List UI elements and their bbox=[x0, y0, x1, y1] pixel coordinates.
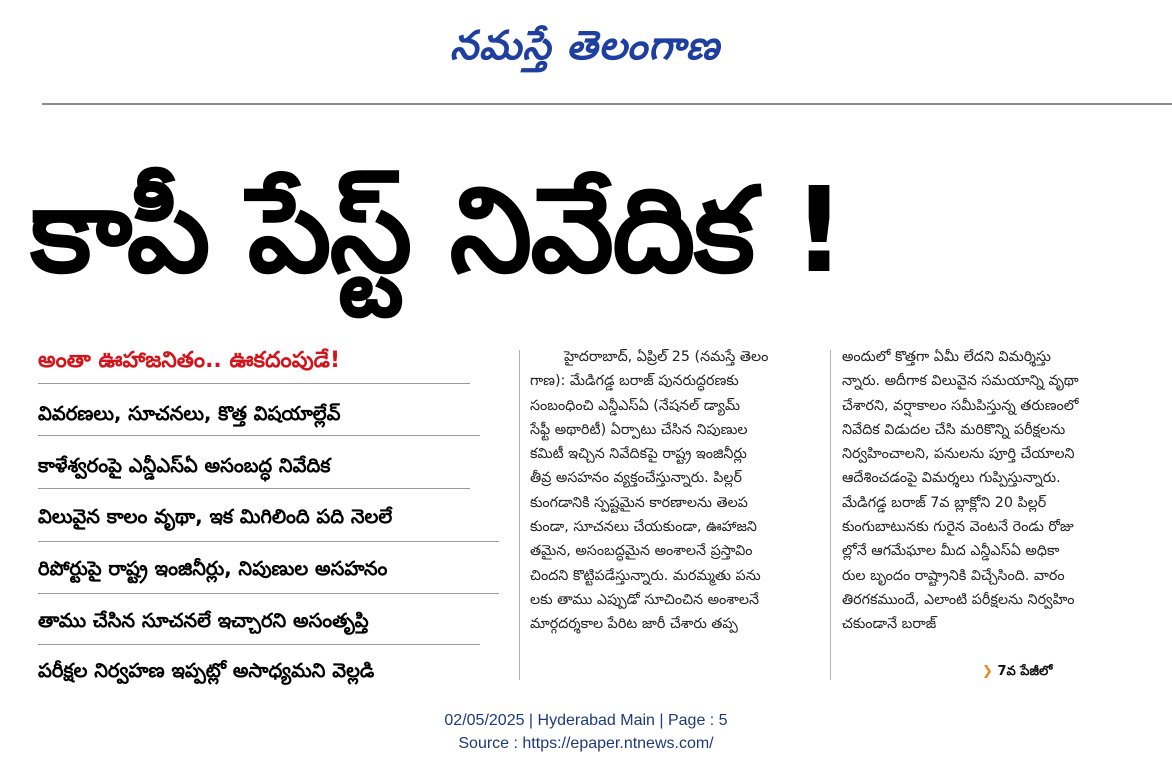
bullet-point: విలువైన కాలం వృథా, ఇక మిగిలింది పది నెలలే bbox=[38, 505, 393, 528]
divider bbox=[38, 435, 480, 436]
masthead-divider bbox=[42, 103, 1172, 105]
article-line: నివేదిక విడుదల చేసి మరికొన్ని పరీక్షలను bbox=[842, 421, 1066, 438]
bullet-point: కాళేశ్వరంపై ఎన్డీఎస్ఏ అసంబద్ధ నివేదిక bbox=[38, 454, 331, 477]
continued-label: 7వ పేజీలో bbox=[997, 664, 1053, 679]
article-line: మేడిగడ్డ బరాజ్ 7వ బ్లాక్లోని 20 పిల్లర్ bbox=[842, 494, 1047, 511]
article-line: ల్లోనే ఆగమేఘాల మీద ఎన్డీఎస్ఏ అధికా bbox=[842, 543, 1060, 560]
divider bbox=[38, 593, 499, 594]
headline: కాపీ పేస్ట్ నివేదిక ! bbox=[30, 161, 844, 299]
divider bbox=[38, 383, 470, 384]
article-line: ఆదేశించడంపై విమర్శలు గుప్పిస్తున్నారు. bbox=[842, 470, 1061, 487]
divider bbox=[38, 541, 499, 542]
continued-on-page[interactable] bbox=[982, 660, 1052, 684]
article-line: కుంగడానికి స్పష్టమైన కారణాలను తెలప bbox=[530, 494, 748, 511]
article-line: సేఫ్టీ అథారిటీ) ఏర్పాటు చేసిన నిపుణుల bbox=[530, 421, 748, 438]
bullet-point: రిపోర్టుపై రాష్ట్ర ఇంజినీర్లు, నిపుణుల అసహనం bbox=[38, 557, 388, 580]
newspaper-logo: నమస్తే తెలంగాణ bbox=[449, 22, 721, 69]
bullet-point: తాము చేసిన సూచనలే ఇచ్చారని అసంతృప్తి bbox=[38, 609, 369, 632]
article-line: చేశారని, వర్షాకాలం సమీపిస్తున్న తరుణంలో bbox=[842, 397, 1079, 414]
article-line: నిర్వహించాలని, పనులను పూర్తి చేయాలని bbox=[842, 446, 1075, 463]
article-line: న్నారు. అదీగాక విలువైన సమయాన్ని వృథా bbox=[842, 373, 1079, 390]
footer-source[interactable]: Source : https://epaper.ntnews.com/ bbox=[458, 735, 714, 752]
masthead bbox=[0, 0, 1172, 106]
article-line: కుండా, సూచనలు చేయకుండా, ఊహాజని bbox=[530, 519, 757, 536]
column-divider bbox=[830, 350, 831, 680]
divider bbox=[38, 488, 470, 489]
chevron-right-icon: ❯ bbox=[982, 664, 993, 679]
article-line: లకు తాము ఎప్పుడో సూచించిన అంశాలనే bbox=[530, 591, 760, 608]
sub-heading: అంతా ఊహాజనితం.. ఊకదంపుడే! bbox=[38, 348, 340, 373]
article-line: చకుండానే బరాజ్ bbox=[842, 616, 937, 633]
bullet-point: వివరణలు, సూచనలు, కొత్త విషయాల్లేవ్ bbox=[38, 402, 341, 425]
article-line: తిరగకముందే, ఎలాంటి పరీక్షలను నిర్వహిం bbox=[842, 591, 1075, 608]
article-line: హైదరాబాద్, ఏప్రిల్ 25 (నమస్తే తెలం bbox=[564, 349, 769, 365]
article-line: తీవ్ర అసహనం వ్యక్తంచేస్తున్నారు. పిల్లర్ bbox=[530, 470, 743, 487]
footer-date-edition: 02/05/2025 | Hyderabad Main | Page : 5 bbox=[444, 712, 728, 729]
article-line: అందులో కొత్తగా ఏమీ లేదని విమర్శిస్తు bbox=[842, 349, 1051, 365]
divider bbox=[38, 644, 480, 645]
article-line: కమిటీ ఇచ్చిన నివేదికపై రాష్ట్ర ఇంజినీర్లు bbox=[530, 446, 747, 463]
article-column-1 bbox=[530, 345, 814, 685]
bullet-point: పరీక్షల నిర్వహణ ఇప్పట్లో అసాధ్యమని వెల్లడి bbox=[38, 659, 375, 682]
article-line: కుంగుబాటునకు గురైన వెంటనే రెండు రోజు bbox=[842, 519, 1074, 536]
article-line: తమైన, అసంబద్ధమైన అంశాలనే ప్రస్తావిం bbox=[530, 543, 753, 560]
article-line: గాణ): మేడిగడ్డ బరాజ్ పునరుద్ధరణకు bbox=[530, 373, 739, 390]
column-divider bbox=[519, 350, 520, 680]
article-line: సంబంధించి ఎన్డీఎస్ఏ (నేషనల్ డ్యామ్ bbox=[530, 397, 740, 414]
article-line: రుల బృందం రాష్ట్రానికి విచ్చేసింది. వారం bbox=[842, 567, 1065, 584]
article-line: మార్గదర్శకాల పేరిట జారీ చేశారు తప్ప bbox=[530, 616, 738, 633]
article-column-2 bbox=[842, 345, 1132, 685]
article-line: చిందని కొట్టిపడేస్తున్నారు. మరమ్మతు పను bbox=[530, 567, 761, 584]
